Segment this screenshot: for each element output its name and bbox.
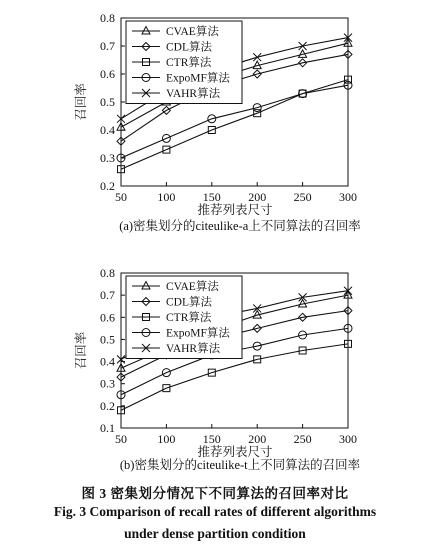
panel-b-y-tick-label: 0.3 [100,376,115,391]
panel-a-x-tick-label: 200 [248,190,267,204]
panel-b-y-tick-label: 0.6 [100,310,115,325]
panel-a-subtitle: (a)密集划分的citeulike-a上不同算法的召回率 [119,219,361,233]
panel-b-legend-label: CTR算法 [166,312,212,324]
panel-b-legend-label: CDL算法 [166,296,212,309]
panel-a-y-tick-label: 0.8 [100,11,115,25]
panel-b-subtitle: (b)密集划分的citeulike-t上不同算法的召回率 [119,458,361,472]
panel-b-x-tick-label: 50 [115,432,127,446]
panel-b-y-tick-label: 0.5 [100,332,115,347]
panel-b-x-tick-label: 100 [157,432,176,446]
panel-a-data-point-cross [253,53,261,61]
panel-b-legend-label: ExpoMF算法 [166,327,230,340]
panel-b-y-axis-label: 召回率 [74,331,88,370]
panel-a-y-axis-label: 召回率 [74,83,88,121]
figure-caption-english-line2: under dense partition condition [124,526,306,541]
panel-b-y-tick-label: 0.4 [100,354,115,369]
panel-a-x-tick-label: 250 [293,190,312,204]
panel-b-x-tick-label: 200 [248,432,267,446]
panel-a-legend-label: VAHR算法 [166,88,221,100]
panel-a-y-tick-label: 0.4 [100,123,115,137]
figure-caption-english-line1: Fig. 3 Comparison of recall rates of different algorithms [53,504,377,519]
panel-a-y-tick-label: 0.2 [100,179,115,193]
panel-a-x-tick-label: 100 [157,190,176,204]
panel-a-legend-label: ExpoMF算法 [166,72,230,85]
panel-a-y-tick-label: 0.6 [100,67,115,81]
panel-b-y-tick-label: 0.2 [100,398,115,413]
panel-a-legend-label: CVAE算法 [166,26,219,38]
panel-b-y-tick-label: 0.1 [100,421,115,435]
panel-b-y-tick-label: 0.7 [100,288,115,303]
panel-a-y-tick-label: 0.3 [100,151,115,165]
panel-b-x-tick-label: 300 [339,432,357,446]
panel-a-x-tick-label: 50 [115,190,127,204]
panel-a-y-tick-label: 0.7 [100,39,115,53]
panel-a-legend-label: CDL算法 [166,41,212,54]
panel-b-legend-label: VAHR算法 [166,343,221,355]
panel-a-y-tick-label: 0.5 [100,95,115,109]
panel-b-x-axis-label: 推荐列表尺寸 [197,445,273,459]
panel-b-x-tick-label: 250 [293,432,312,446]
panel-b-x-tick-label: 150 [202,432,221,446]
panel-a-x-axis-label: 推荐列表尺寸 [197,203,273,217]
panel-b-y-tick-label: 0.8 [100,266,115,280]
panel-a-x-tick-label: 150 [202,190,221,204]
panel-b-legend-label: CVAE算法 [166,281,219,293]
figure-caption-chinese: 图 3 密集划分情况下不同算法的召回率对比 [81,486,349,501]
panel-a-legend-label: CTR算法 [166,57,212,69]
panel-a-x-tick-label: 300 [339,190,357,204]
